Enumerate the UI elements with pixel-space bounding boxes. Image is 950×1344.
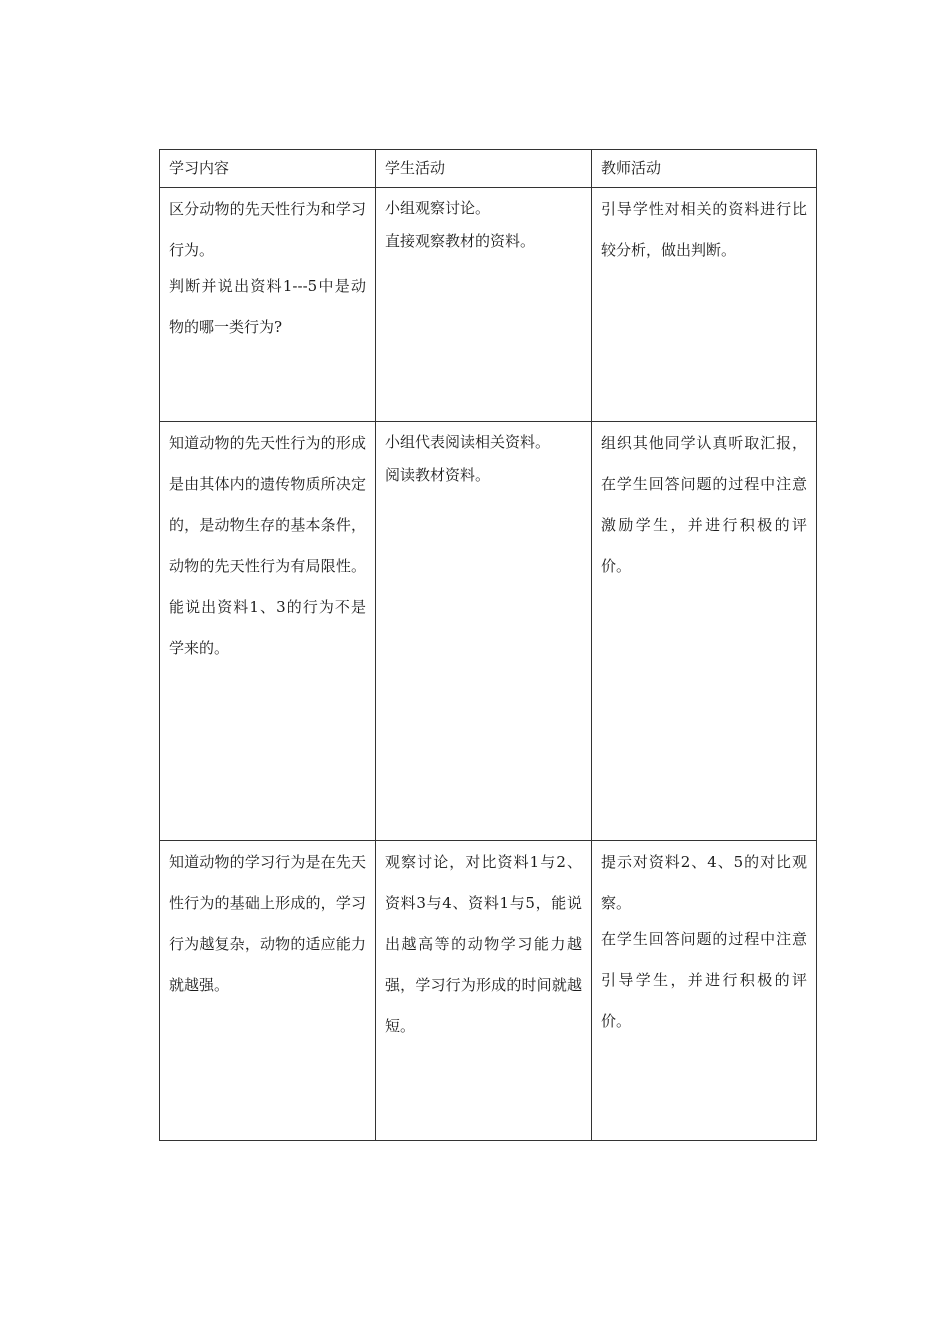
cell-text: 阅读教材资料。 — [385, 466, 491, 484]
cell-text: 区分动物的先天性行为和学习行为。 — [169, 200, 366, 259]
cell-learning-content — [160, 422, 376, 841]
cell-student-activity — [376, 841, 592, 1141]
cell-student-activity — [376, 188, 592, 422]
table-row — [160, 188, 817, 422]
cell-learning-content — [160, 188, 376, 422]
cell-text: 观察讨论，对比资料1与2、资料3与4、资料1与5，能说出越高等的动物学习能力越强，学习行为形成的时间就越短。 — [385, 853, 582, 1035]
cell-text: 小组观察讨论。 — [385, 199, 491, 217]
cell-student-activity — [376, 422, 592, 841]
table-row — [160, 422, 817, 841]
header-teacher-activity: 教师活动 — [592, 150, 817, 188]
cell-text: 引导学性对相关的资料进行比较分析，做出判断。 — [601, 200, 807, 259]
cell-text: 提示对资料2、4、5的对比观察。 — [601, 853, 807, 912]
cell-text: 组织其他同学认真听取汇报，在学生回答问题的过程中注意激励学生，并进行积极的评价。 — [601, 434, 807, 575]
cell-teacher-activity — [592, 188, 817, 422]
cell-text: 直接观察教材的资料。 — [385, 232, 536, 250]
cell-text: 知道动物的先天性行为的形成是由其体内的遗传物质所决定的，是动物生存的基本条件，动物的先天性行为有局限性。能说出资料1、3的行为不是学来的。 — [169, 434, 366, 657]
cell-text: 知道动物的学习行为是在先天性行为的基础上形成的，学习行为越复杂，动物的适应能力就越强。 — [169, 853, 366, 994]
table-row — [160, 841, 817, 1141]
cell-teacher-activity — [592, 422, 817, 841]
header-learning-content: 学习内容 — [160, 150, 376, 188]
cell-text: 判断并说出资料1---5中是动物的哪一类行为? — [169, 277, 366, 336]
header-student-activity: 学生活动 — [376, 150, 592, 188]
cell-text: 小组代表阅读相关资料。 — [385, 433, 551, 451]
cell-teacher-activity — [592, 841, 817, 1141]
cell-learning-content — [160, 841, 376, 1141]
table-header-row — [160, 150, 817, 188]
lesson-plan-table — [159, 149, 817, 1141]
cell-text: 在学生回答问题的过程中注意引导学生，并进行积极的评价。 — [601, 930, 807, 1030]
